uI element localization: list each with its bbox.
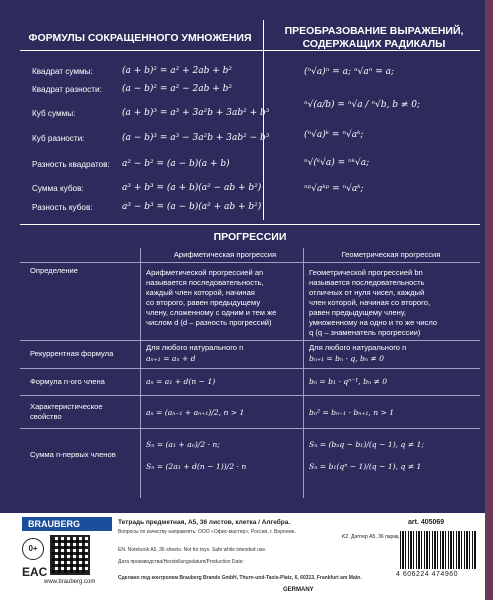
cover-spine bbox=[485, 0, 493, 600]
characteristic-geom: bₙ² = bₙ₋₁ · bₙ₊₁, n > 1 bbox=[309, 408, 395, 417]
definition-arith bbox=[146, 268, 300, 328]
nth-term-arith: aₙ = a₁ + d(n − 1) bbox=[146, 377, 216, 386]
radical-formula: (ⁿ√a)ᵏ = ⁿ√aᵏ; bbox=[304, 130, 364, 140]
table-header-rule bbox=[20, 262, 480, 263]
row-label: Сумма n-первых членов bbox=[30, 450, 116, 459]
brand-website: www.brauberg.com bbox=[44, 579, 96, 585]
sum-geom-1: Sₙ = (bₙq − b₁)/(q − 1), q ≠ 1; bbox=[309, 440, 424, 449]
product-label bbox=[0, 513, 485, 600]
nth-term-geom: bₙ = b₁ · qⁿ⁻¹, bₙ ≠ 0 bbox=[309, 377, 388, 386]
fine-print: Дата производства/Herstellungsdatum/Production Date: bbox=[118, 559, 244, 565]
product-title: Тетрадь предметная, А5, 36 листов, клетка / Алгебра. bbox=[118, 519, 291, 526]
text-line: называется последовательность, bbox=[146, 278, 264, 287]
table-row-rule bbox=[20, 340, 480, 341]
radical-formula: ⁿᵖ√aᵏᵖ = ⁿ√aᵏ; bbox=[304, 184, 364, 194]
table-header-arith: Арифметическая прогрессия bbox=[173, 250, 277, 259]
table-col-divider-2 bbox=[303, 248, 304, 498]
text-line: Арифметической прогрессией an bbox=[146, 268, 264, 277]
formula-expression: (a + b)² = a² + 2ab + b² bbox=[122, 66, 233, 76]
sum-geom-2: Sₙ = b₁(qⁿ − 1)/(q − 1), q ≠ 1 bbox=[309, 462, 422, 471]
left-section-title: ФОРМУЛЫ СОКРАЩЕННОГО УМНОЖЕНИЯ bbox=[28, 32, 252, 44]
text-line: умноженному на одно и то же число bbox=[309, 318, 438, 327]
fine-print: Вопросы по качеству направлять: ООО «Офис-мастер», Россия, г. Воронеж. bbox=[118, 529, 296, 535]
text-line: со второго, равен предыдущему bbox=[146, 298, 261, 307]
country-of-origin: GERMANY bbox=[283, 587, 314, 593]
recurrent-geom-formula: bₙ₊₁ = bₙ · q, bₙ ≠ 0 bbox=[309, 354, 385, 363]
top-rule bbox=[20, 50, 480, 51]
text-line: равен предыдущему члену, bbox=[309, 308, 406, 317]
text-line: каждый член которой, начиная bbox=[146, 288, 255, 297]
right-section-title-line1: ПРЕОБРАЗОВАНИЕ ВЫРАЖЕНИЙ, bbox=[284, 25, 464, 37]
barcode-icon bbox=[400, 531, 476, 569]
age-rating-badge: 0+ bbox=[22, 538, 44, 560]
table-row-rule bbox=[20, 428, 480, 429]
row-label: Характеристическое свойство bbox=[30, 402, 103, 421]
sum-arith-1: Sₙ = (a₁ + aₙ)/2 · n; bbox=[146, 440, 220, 449]
recurrent-arith-formula: aₙ₊₁ = aₙ + d bbox=[146, 354, 196, 363]
table-row-rule bbox=[20, 368, 480, 369]
recurrent-geom-note: Для любого натурального n bbox=[309, 343, 407, 352]
formula-expression: a³ + b³ = (a + b)(a² − ab + b²) bbox=[122, 183, 262, 193]
definition-geom bbox=[309, 268, 479, 338]
characteristic-arith: aₙ = (aₙ₋₁ + aₙ₊₁)/2, n > 1 bbox=[146, 408, 245, 417]
row-label: Определение bbox=[30, 266, 79, 275]
formula-expression: a² − b² = (a − b)(a + b) bbox=[122, 159, 230, 169]
formula-expression: (a − b)³ = a³ − 3a²b + 3ab² − b³ bbox=[122, 133, 270, 143]
progressions-title: ПРОГРЕССИИ bbox=[213, 231, 287, 243]
right-section-title-line2: СОДЕРЖАЩИХ РАДИКАЛЫ bbox=[302, 38, 446, 50]
text-line: называется последовательность bbox=[309, 278, 425, 287]
row-label: Рекуррентная формула bbox=[30, 349, 114, 358]
radical-formula: ⁿ√(ᵏ√a) = ⁿᵏ√a; bbox=[304, 158, 370, 168]
table-col-divider-1 bbox=[140, 248, 141, 498]
text-line: отличных от нуля чисел, каждый bbox=[309, 288, 425, 297]
recurrent-arith-note: Для любого натурального n bbox=[146, 343, 244, 352]
formula-expression: (a + b)³ = a³ + 3a²b + 3ab² + b³ bbox=[122, 108, 270, 118]
text-line: Геометрической прогрессией bn bbox=[309, 268, 423, 277]
formula-label: Куб суммы: bbox=[32, 109, 76, 118]
text-line: члену, сложенному с одним и тем же bbox=[146, 308, 277, 317]
eac-mark: EAC bbox=[22, 565, 48, 579]
formula-label: Квадрат разности: bbox=[32, 85, 102, 94]
progressions-top-rule bbox=[20, 224, 480, 225]
article-number: art. 405069 bbox=[408, 519, 445, 526]
fine-print: EN. Notebook A5, 36 sheets. Not for toys. Safe while intended use. bbox=[118, 547, 267, 553]
radical-formula: ⁿ√(a/b) = ⁿ√a / ⁿ√b, b ≠ 0; bbox=[304, 100, 420, 110]
table-header-geom: Геометрическая прогрессия bbox=[341, 250, 441, 259]
formula-expression: a³ − b³ = (a − b)(a² + ab + b²) bbox=[122, 202, 262, 212]
fine-print-kz: KZ. Дәптер А5, 36 парақ. bbox=[342, 534, 400, 540]
barcode-number: 4 606224 474960 bbox=[396, 571, 458, 578]
fine-print: Сделано под контролем Brauberg Brands GmbH, Thurn-und-Taxis-Platz, 6, 60313, Frankfurt am Main. bbox=[118, 575, 362, 581]
table-row-rule bbox=[20, 395, 480, 396]
text-line: числом d (d – разность прогрессий) bbox=[146, 318, 272, 327]
formula-label: Куб разности: bbox=[32, 134, 85, 143]
formula-label: Разность квадратов: bbox=[32, 160, 110, 169]
formula-label: Сумма кубов: bbox=[32, 184, 84, 193]
row-label: Формула n-ого члена bbox=[30, 377, 105, 386]
formula-expression: (a − b)² = a² − 2ab + b² bbox=[122, 84, 233, 94]
radical-formula: (ⁿ√a)ⁿ = a; ⁿ√aⁿ = a; bbox=[304, 67, 394, 77]
text-line: q (q – знаменатель прогрессии) bbox=[309, 328, 421, 337]
formula-label: Квадрат суммы: bbox=[32, 67, 93, 76]
sum-arith-2: Sₙ = (2a₁ + d(n − 1))/2 · n bbox=[146, 462, 247, 471]
brand-logo: BRAUBERG bbox=[22, 517, 112, 531]
qr-code-icon bbox=[50, 535, 90, 575]
formula-label: Разность кубов: bbox=[32, 203, 93, 212]
text-line: член которой, начиная со второго, bbox=[309, 298, 431, 307]
top-divider bbox=[263, 20, 264, 220]
